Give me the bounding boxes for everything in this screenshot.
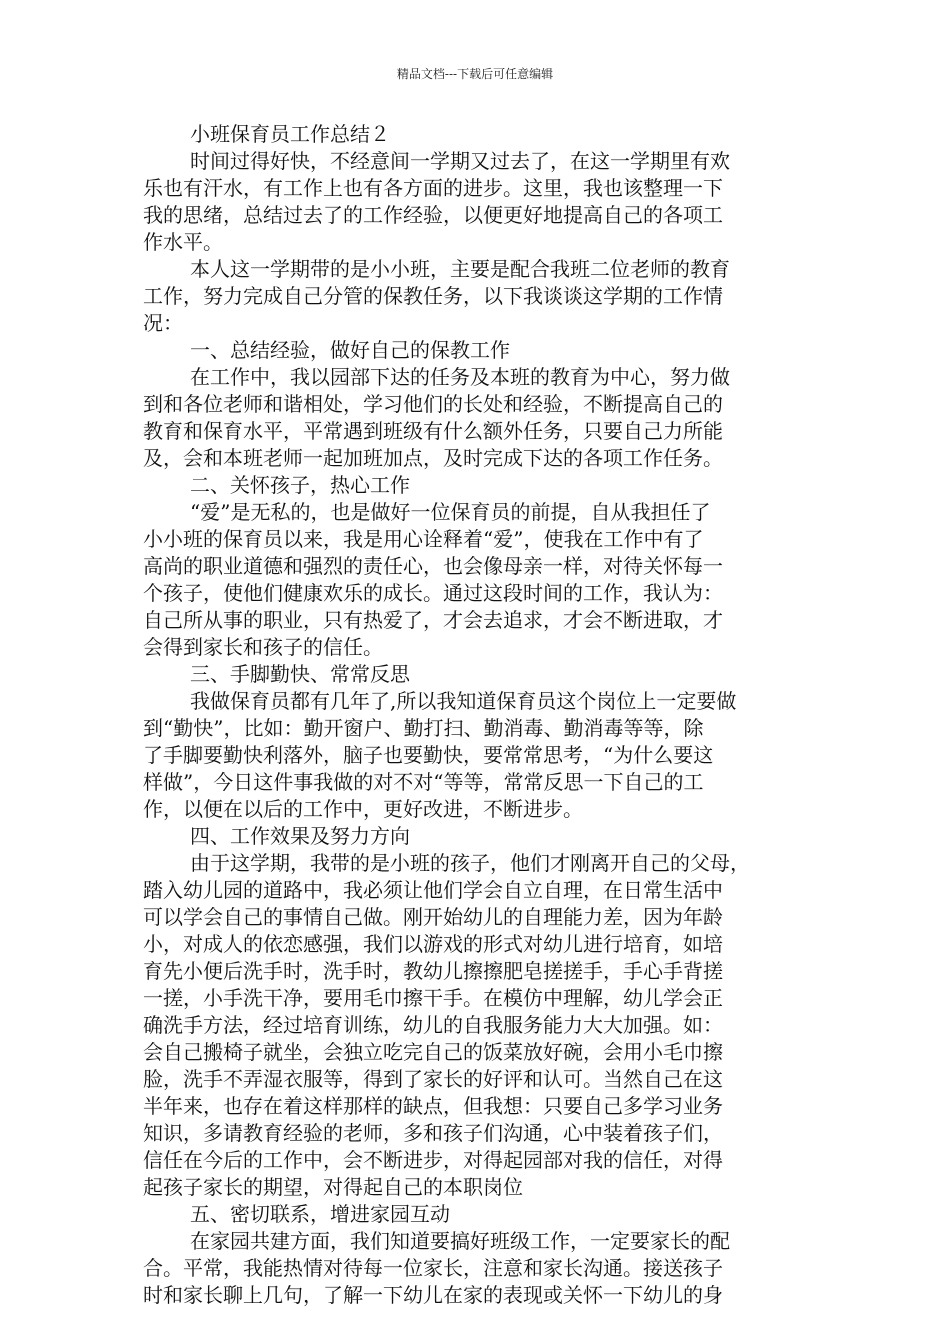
text-line: 在工作中，我以园部下达的任务及本班的教育为中心，努力做 [190, 365, 730, 389]
document-body [143, 121, 813, 1309]
text-line: 踏入幼儿园的道路中，我必须让他们学会自立自理，在日常生活中 [143, 878, 723, 902]
text-line: 作，以便在以后的工作中，更好改进，不断进步。 [143, 797, 583, 821]
text-line: 起孩子家长的期望，对得起自己的本职岗位 [143, 1175, 523, 1199]
text-line: 二、关怀孩子，热心工作 [190, 473, 410, 497]
text-line: 时间过得好快，不经意间一学期又过去了，在这一学期里有欢 [190, 149, 730, 173]
text-line: 我的思绪，总结过去了的工作经验，以便更好地提高自己的各项工 [143, 203, 723, 227]
text-line: 由于这学期，我带的是小班的孩子，他们才刚离开自己的父母， [190, 851, 750, 875]
text-line: 合。平常，我能热情对待每一位家长，注意和家长沟通。接送孩子 [143, 1256, 723, 1280]
text-line: 四、工作效果及努力方向 [190, 824, 410, 848]
text-line: 会自己搬椅子就坐，会独立吃完自己的饭菜放好碗，会用小毛巾擦 [143, 1040, 723, 1064]
text-line: 本人这一学期带的是小小班，主要是配合我班二位老师的教育 [190, 257, 730, 281]
text-line: 信任在今后的工作中，会不断进步，对得起园部对我的信任，对得 [143, 1148, 723, 1172]
text-line: 五、密切联系，增进家园互动 [190, 1202, 450, 1226]
text-line: 乐也有汗水，有工作上也有各方面的进步。这里，我也该整理一下 [143, 176, 723, 200]
text-line: 作水平。 [143, 230, 223, 254]
text-line: 会得到家长和孩子的信任。 [143, 635, 383, 659]
text-line: 高尚的职业道德和强烈的责任心，也会像母亲一样，对待关怀每一 [143, 554, 723, 578]
text-line: 个孩子，使他们健康欢乐的成长。通过这段时间的工作，我认为： [143, 581, 723, 605]
text-line: 教育和保育水平，平常遇到班级有什么额外任务，只要自己力所能 [143, 419, 723, 443]
text-line: 在家园共建方面，我们知道要搞好班级工作，一定要家长的配 [190, 1229, 730, 1253]
text-line: 时和家长聊上几句，了解一下幼儿在家的表现或关怀一下幼儿的身 [143, 1283, 723, 1307]
text-line: 知识，多请教育经验的老师，多和孩子们沟通，心中装着孩子们， [143, 1121, 723, 1145]
text-line: 样做”，今日这件事我做的对不对“等等，常常反思一下自己的工 [143, 770, 704, 794]
text-line: 小小班的保育员以来，我是用心诠释着“爱”，使我在工作中有了 [143, 527, 704, 551]
text-line: 三、手脚勤快、常常反思 [190, 662, 410, 686]
text-line: 半年来，也存在着这样那样的缺点，但我想：只要自己多学习业务 [143, 1094, 723, 1118]
text-line: 育先小便后洗手时，洗手时，教幼儿擦擦肥皂搓搓手，手心手背搓 [143, 959, 723, 983]
text-line: 到和各位老师和谐相处，学习他们的长处和经验，不断提高自己的 [143, 392, 723, 416]
text-line: 况： [143, 311, 183, 335]
text-line: 一搓，小手洗干净，要用毛巾擦干手。在模仿中理解，幼儿学会正 [143, 986, 723, 1010]
text-line: 工作，努力完成自己分管的保教任务，以下我谈谈这学期的工作情 [143, 284, 723, 308]
text-line: 了手脚要勤快利落外，脑子也要勤快，要常常思考，“为什么要这 [143, 743, 714, 767]
text-line: 小班保育员工作总结２ [190, 122, 390, 146]
text-line: 一、总结经验，做好自己的保教工作 [190, 338, 510, 362]
text-line: 小，对成人的依恋感强，我们以游戏的形式对幼儿进行培育，如培 [143, 932, 723, 956]
text-line: 及，会和本班老师一起加班加点，及时完成下达的各项工作任务。 [143, 446, 723, 470]
text-line: 到“勤快”，比如：勤开窗户、勤打扫、勤消毒、勤消毒等等，除 [143, 716, 704, 740]
text-line: 确洗手方法，经过培育训练，幼儿的自我服务能力大大加强。如： [143, 1013, 723, 1037]
text-line: “爱”是无私的，也是做好一位保育员的前提，自从我担任了 [190, 500, 711, 524]
page-header: 精品文档---下载后可任意编辑 [396, 67, 554, 81]
text-line: 脸，洗手不弄湿衣服等，得到了家长的好评和认可。当然自己在这 [143, 1067, 723, 1091]
text-line: 自己所从事的职业，只有热爱了，才会去追求，才会不断进取，才 [143, 608, 723, 632]
text-line: 我做保育员都有几年了,所以我知道保育员这个岗位上一定要做 [190, 689, 737, 713]
text-line: 可以学会自己的事情自己做。刚开始幼儿的自理能力差，因为年龄 [143, 905, 723, 929]
